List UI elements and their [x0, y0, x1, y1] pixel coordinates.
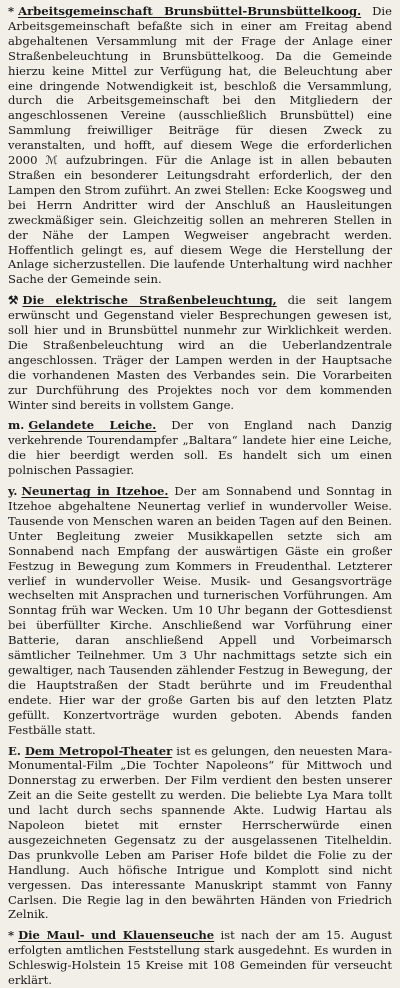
article-strassenbeleuchtung	[8, 293, 392, 412]
article-headline: Gelandete Leiche.	[28, 418, 157, 433]
article-body: Der von England nach Danzig verkehrende Tourendampfer „Baltara“ landete hier eine Leiche, die hier beerdigt werden soll. Es handelt sich um einen polnischen Passagier.	[8, 418, 392, 478]
article-arbeitsgemeinschaft	[8, 4, 392, 287]
article-gelandete-leiche	[8, 418, 392, 478]
article-body: ist nach der am 15. August erfolgten amtlichen Feststellung stark ausgedehnt. Es wurden in Schleswig-Holstein 15 Kreise mit 108 Gemeinden für verseucht erklärt.	[8, 928, 393, 988]
article-neunertag	[8, 484, 392, 737]
article-marker: m.	[8, 418, 25, 433]
article-marker: *	[8, 4, 15, 18]
article-headline: Dem Metropol-Theater	[24, 743, 173, 758]
article-marker: E.	[8, 743, 21, 758]
article-paragraph	[8, 293, 392, 412]
article-marker: *	[8, 928, 15, 943]
article-headline: Arbeitsgemeinschaft Brunsbüttel-Brunsbüttelkoog.	[18, 4, 362, 18]
article-paragraph	[8, 744, 392, 923]
article-paragraph	[8, 484, 392, 737]
article-headline: Neunertag in Itzehoe.	[21, 484, 169, 499]
article-paragraph	[8, 4, 392, 287]
article-maul-und-klauenseuche	[8, 928, 392, 988]
article-headline: Die elektrische Straßenbeleuchtung,	[22, 293, 277, 308]
article-headline: Die Maul- und Klauenseuche	[18, 928, 215, 943]
article-body: ist es gelungen, den neuesten Mara-Monumental-Film „Die Tochter Napoleons“ für Mittwoch und Donnerstag zu erwerben. Der Film verdient den besten unserer Zeit an die Seite gestellt zu werden. Die beliebte Lya Mara tollt und lacht durch sechs spannende Akte. Ludwig Hartau als Napoleon bietet mit ernster Herrscherwürde einen ausgezeichneten Gegensatz zu der ausgelassenen Titelheldin. Das prunkvolle Leben am Pariser Hofe bildet die Folie zu der Handlung. Auch höfische Intrigue und Komplott sind nicht vergessen. Das interessante Manuskript stammt von Fanny Carlsen. Die Regie lag in den bewährten Händen von Friedrich Zelnik.	[8, 743, 392, 922]
article-paragraph	[8, 928, 392, 988]
article-body: Die Arbeitsgemeinschaft befaßte sich in einer am Freitag abend abgehaltenen Versammlung mit der Frage der Anlage einer Straßenbeleuchtung in Brunsbüttelkoog. Da die Gemeinde hierzu keine Mittel zur Verfügung hat, die Beleuchtung aber eine dringende Notwendigkeit ist, beschloß die Versammlung, durch die Arbeitsgemeinschaft bei den Mitgliedern der angeschlossenen Vereine (ausschließlich Brunsbüttel) eine Sammlung freiwilliger Beiträge für diesen Zweck zu veranstalten, und hofft, auf diesem Wege die erforderlichen 2000 ℳ aufzubringen. Für die Anlage ist in allen bebauten Straßen ein besonderer Leitungsdraht erforderlich, der den Lampen den Strom zuführt. An zwei Stellen: Ecke Koogsweg und bei Herrn Andritter wird der Anschluß an Hausleitungen zweckmäßiger sein. Gleichzeitig sollen an mehreren Stellen in der Nähe der Lampen Wegweiser angebracht werden. Hoffentlich gelingt es, auf diesem Wege die Herstellung der Anlage sicherzustellen. Die laufende Unterhaltung wird nachher Sache der Gemeinde sein.	[8, 4, 392, 287]
article-paragraph	[8, 418, 392, 478]
article-metropol-theater	[8, 744, 392, 923]
article-marker: ⚒	[8, 293, 19, 308]
article-body: die seit langem erwünscht und Gegenstand vieler Besprechungen gewesen ist, soll hier und in Brunsbüttel nunmehr zur Wirklichkeit werden. Die Straßenbeleuchtung wird an die Ueberlandzentrale angeschlossen. Träger der Lampen werden in der Hauptsache die vorhandenen Masten des Verbandes sein. Die Vorarbeiten zur Durchführung des Projektes noch vor dem kommenden Winter sind bereits in vollstem Gange.	[8, 293, 393, 412]
article-marker: y.	[8, 484, 18, 499]
article-body: Der am Sonnabend und Sonntag in Itzehoe abgehaltene Neunertag verlief in wundervoller Weise. Tausende von Menschen waren an beiden Tagen auf den Beinen. Unter Begleitung zweier Musikkapellen setzte sich am Sonnabend nach Empfang der auswärtigen Gäste ein großer Festzug in Bewegung zum Kommers in Freudenthal. Letzterer verlief in wundervoller Weise. Musik- und Gesangsvorträge wechselten mit Ansprachen und turnerischen Vorführungen. Am Sonntag früh war Wecken. Um 10 Uhr begann der Gottesdienst bei überfüllter Kirche. Anschließend war Vorführung einer Batterie, daran anschließend Appell und Vorbeimarsch sämtlicher Teilnehmer. Um 3 Uhr nachmittags setzte sich ein gewaltiger, nach Tausenden zählender Festzug in Bewegung, der die Hauptstraßen der Stadt berührte und im Freudenthal endete. Hier war der große Garten bis auf den letzten Platz gefüllt. Konzertvorträge wurden geboten. Abends fanden Festbälle statt.	[8, 484, 392, 737]
